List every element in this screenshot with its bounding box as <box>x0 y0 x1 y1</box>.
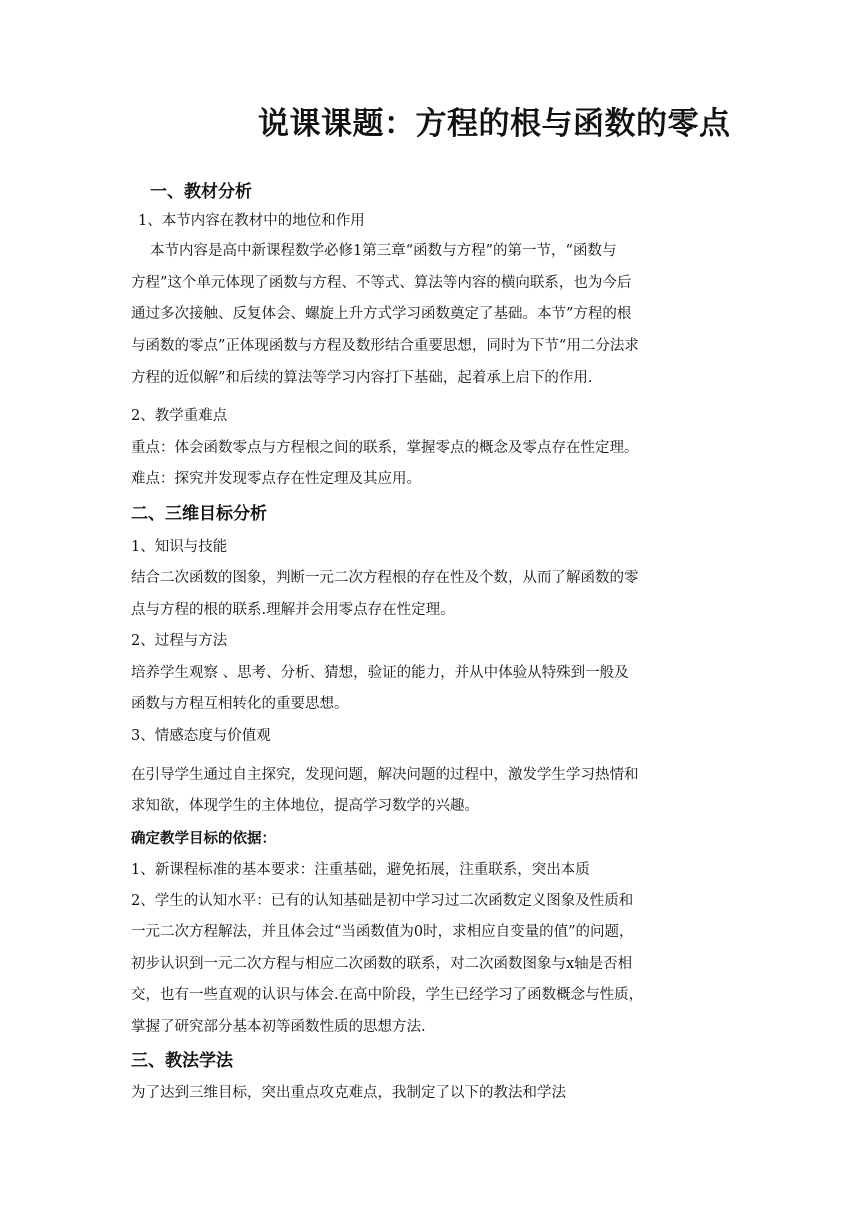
paragraph-line: 一元二次方程解法，并且体会过“当函数值为0时，求相应自变量的值”的问题， <box>131 924 634 940</box>
goal-title-knowledge: 1、知识与技能 <box>131 539 228 555</box>
paragraph-line: 方程”这个单元体现了函数与方程、不等式、算法等内容的横向联系，也为今后 <box>131 275 632 291</box>
paragraph-line: 2、学生的认知水平：已有的认知基础是初中学习过二次函数定义图象及性质和 <box>131 893 634 909</box>
paragraph-line: 本节内容是高中新课程数学必修1第三章“函数与方程”的第一节，“函数与 <box>150 243 617 259</box>
paragraph-line: 方程的近似解”和后续的算法等学习内容打下基础，起着承上启下的作用. <box>131 370 593 386</box>
section-heading-textbook-analysis: 一、教材分析 <box>150 182 252 202</box>
goal-title-attitude: 3、情感态度与价值观 <box>131 728 271 744</box>
paragraph-line: 与函数的零点”正体现函数与方程及数形结合重要思想，同时为下节“用二分法求 <box>131 338 639 354</box>
paragraph-line: 结合二次函数的图象，判断一元二次方程根的存在性及个数，从而了解函数的零 <box>131 570 639 586</box>
paragraph-line: 交，也有一些直观的认识与体会.在高中阶段，学生已经学习了函数概念与性质， <box>131 987 644 1003</box>
basis-item: 1、新课程标准的基本要求：注重基础，避免拓展，注重联系，突出本质 <box>131 862 590 878</box>
paragraph-line: 点与方程的根的联系.理解并会用零点存在性定理。 <box>131 602 455 618</box>
section-heading-methods: 三、教法学法 <box>131 1051 233 1071</box>
methods-intro: 为了达到三维目标，突出重点攻克难点，我制定了以下的教法和学法 <box>131 1085 566 1101</box>
subheading-key-difficult: 2、教学重难点 <box>131 408 228 424</box>
paragraph-line: 求知欲，体现学生的主体地位，提高学习数学的兴趣。 <box>131 798 479 814</box>
difficult-point-text: 难点：探究并发现零点存在性定理及其应用。 <box>131 471 421 487</box>
paragraph-line: 掌握了研究部分基本初等函数性质的思想方法. <box>131 1019 426 1035</box>
key-point-text: 重点：体会函数零点与方程根之间的联系，掌握零点的概念及零点存在性定理。 <box>131 440 639 456</box>
paragraph-line: 通过多次接触、反复体会、螺旋上升方式学习函数奠定了基础。本节”方程的根 <box>131 306 632 322</box>
subheading-position-role: 1、本节内容在教材中的地位和作用 <box>138 213 365 229</box>
basis-title: 确定教学目标的依据： <box>131 831 276 847</box>
section-heading-3d-goals: 二、三维目标分析 <box>131 504 267 524</box>
paragraph-line: 培养学生观察 、思考、分析、猜想，验证的能力，并从中体验从特殊到一般及 <box>131 665 629 681</box>
paragraph-line: 函数与方程互相转化的重要思想。 <box>131 696 349 712</box>
paragraph-line: 初步认识到一元二次方程与相应二次函数的联系，对二次函数图象与x轴是否相 <box>131 956 633 972</box>
goal-title-process: 2、过程与方法 <box>131 633 228 649</box>
document-title: 说课课题：方程的根与函数的零点 <box>258 106 731 142</box>
paragraph-line: 在引导学生通过自主探究，发现问题，解决问题的过程中，激发学生学习热情和 <box>131 767 639 783</box>
